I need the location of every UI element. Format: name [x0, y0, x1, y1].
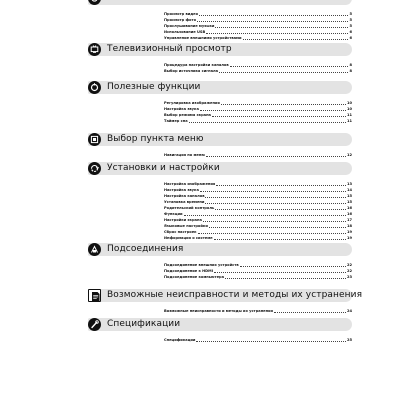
- toc-page-number: 22: [346, 263, 352, 267]
- toc-entry-label: Подсоединение компьютера: [164, 275, 225, 279]
- toc-entry-label: Настройка звука: [164, 107, 199, 111]
- toc-entry-label: Регулировка изображения: [164, 101, 220, 105]
- toc-page-number: 10: [346, 107, 352, 111]
- section-header-bar: [88, 162, 352, 175]
- toc-entry[interactable]: [164, 36, 352, 41]
- toc-section-troubleshooting: [88, 289, 363, 315]
- toc-section-menu-selection: [88, 133, 352, 159]
- section-title: Подсоединения: [107, 244, 184, 254]
- toc-leader-dots: [212, 116, 346, 117]
- toc-page-number: 15: [346, 200, 352, 204]
- toc-entry-label: Настройки экрана: [164, 218, 202, 222]
- toc-entry-label: Установка времени: [164, 200, 205, 204]
- toc-leader-dots: [200, 110, 346, 111]
- toc-leader-dots: [196, 341, 346, 342]
- toc-entry[interactable]: [164, 24, 352, 29]
- toc-page-number: 14: [346, 188, 352, 192]
- toc-leader-dots: [216, 185, 346, 186]
- toc-leader-dots: [199, 15, 348, 16]
- toc-page-number: 23: [346, 275, 352, 279]
- function-icon: [88, 81, 101, 94]
- toc-page-number: 5: [349, 24, 352, 28]
- toc-page-number: 24: [346, 309, 352, 313]
- toc-entry[interactable]: [164, 218, 352, 223]
- toc-leader-dots: [225, 278, 346, 279]
- section-header-bar: [88, 318, 352, 331]
- toc-entry[interactable]: [164, 113, 352, 118]
- toc-entry-label: Подсоединение внешних устройств: [164, 263, 239, 267]
- section-title: Спецификации: [107, 319, 181, 329]
- toc-entry-label: Информация о системе: [164, 236, 213, 240]
- toc-entry-label: Настройка звука: [164, 188, 199, 192]
- toc-leader-dots: [206, 156, 346, 157]
- toc-entry[interactable]: [164, 12, 352, 17]
- toc-entry-label: Выбор источника сигнала: [164, 69, 219, 73]
- toc-leader-dots: [221, 104, 346, 105]
- toc-entry-list: [164, 309, 352, 314]
- toc-entry-label: Родительский контроль: [164, 206, 215, 210]
- toc-entry[interactable]: [164, 188, 352, 193]
- toc-page-number: 17: [346, 218, 352, 222]
- toc-entry-label: Процедура настройки каналов: [164, 63, 229, 67]
- toc-entry-label: Настройка изображения: [164, 182, 216, 186]
- toc-leader-dots: [206, 33, 348, 34]
- toc-entry-label: Использование USB: [164, 30, 206, 34]
- toc-leader-dots: [197, 21, 348, 22]
- toc-entry[interactable]: [164, 224, 352, 229]
- section-title: Выбор пункта меню: [107, 134, 204, 144]
- toc-section-useful-functions: [88, 81, 352, 125]
- toc-entry[interactable]: [164, 119, 352, 124]
- toc-page-number: 5: [349, 12, 352, 16]
- toc-leader-dots: [209, 227, 346, 228]
- toc-page-number: 13: [346, 182, 352, 186]
- toc-entry[interactable]: [164, 101, 352, 106]
- toc-entry[interactable]: [164, 269, 352, 274]
- toc-entry[interactable]: [164, 30, 352, 35]
- toc-section-setup-settings: [88, 162, 352, 242]
- toc-page-number: 5: [349, 18, 352, 22]
- toc-page-number: 25: [346, 338, 352, 342]
- toc-page-number: 8: [349, 63, 352, 67]
- toc-leader-dots: [189, 122, 346, 123]
- section-title: Телевизионный просмотр: [107, 44, 232, 54]
- toc-page-number: 10: [346, 101, 352, 105]
- section-title: Установки и настройки: [107, 163, 220, 173]
- toc-entry[interactable]: [164, 107, 352, 112]
- toc-page-number: 12: [346, 153, 352, 157]
- toc-entry[interactable]: [164, 212, 352, 217]
- toc-page-number: 11: [346, 113, 352, 117]
- toc-section-tv-viewing: [88, 43, 352, 75]
- toc-leader-dots: [240, 266, 346, 267]
- toc-entry[interactable]: [164, 230, 352, 235]
- toc-entry-list: [164, 263, 352, 280]
- document-icon: [88, 289, 101, 302]
- toc-leader-dots: [274, 312, 346, 313]
- toc-leader-dots: [219, 72, 348, 73]
- toc-entry[interactable]: [164, 236, 352, 241]
- toc-entry-label: Функции: [164, 212, 183, 216]
- toc-entry-label: Навигация по меню: [164, 153, 205, 157]
- toc-entry-label: Настройка каналов: [164, 194, 205, 198]
- menu-icon: [88, 133, 101, 146]
- section-header-bar: [88, 133, 352, 146]
- toc-entry-label: Сброс настроек: [164, 230, 197, 234]
- toc-entry-label: Управление внешними устройствами: [164, 36, 242, 40]
- toc-entry[interactable]: [164, 153, 352, 158]
- toc-entry-list: [164, 338, 352, 343]
- toc-entry[interactable]: [164, 338, 352, 343]
- toc-entry[interactable]: [164, 69, 352, 74]
- toc-entry[interactable]: [164, 18, 352, 23]
- toc-leader-dots: [214, 272, 346, 273]
- toc-page-number: 16: [346, 206, 352, 210]
- section-header-bar: [88, 0, 352, 5]
- toc-entry-list: [164, 12, 352, 41]
- toc-page-number: 8: [349, 69, 352, 73]
- settings-icon: [88, 162, 101, 175]
- toc-entry-label: Языковые настройки: [164, 224, 208, 228]
- toc-entry[interactable]: [164, 309, 352, 314]
- toc-entry[interactable]: [164, 194, 352, 199]
- toc-page-number: 19: [346, 230, 352, 234]
- toc-leader-dots: [198, 233, 346, 234]
- toc-leader-dots: [215, 209, 346, 210]
- toc-section-connections: [88, 243, 352, 281]
- toc-entry[interactable]: [164, 275, 352, 280]
- toc-leader-dots: [215, 27, 348, 28]
- toc-leader-dots: [243, 39, 349, 40]
- toc-page-number: 19: [346, 236, 352, 240]
- toc-page-number: 16: [346, 212, 352, 216]
- toc-leader-dots: [214, 239, 346, 240]
- toc-entry-label: Просмотр видео: [164, 12, 199, 16]
- toc-entry[interactable]: [164, 182, 352, 187]
- toc-leader-dots: [205, 203, 346, 204]
- section-title: Полезные функции: [107, 82, 201, 92]
- section-title: Возможные неисправности и методы их устранения: [107, 290, 363, 300]
- toc-entry-label: Прослушивание музыки: [164, 24, 215, 28]
- toc-entry-label: Подсоединение к HDMI: [164, 269, 214, 273]
- toc-page-number: 15: [346, 194, 352, 198]
- plug-icon: [88, 243, 101, 256]
- toc-leader-dots: [200, 191, 346, 192]
- wrench-icon: [88, 318, 101, 331]
- toc-page-number: 18: [346, 224, 352, 228]
- toc-entry[interactable]: [164, 263, 352, 268]
- section-header-bar: [88, 81, 352, 94]
- section-header-bar: [88, 43, 352, 56]
- toc-entry-label: Просмотр фото: [164, 18, 197, 22]
- toc-leader-dots: [184, 215, 346, 216]
- toc-section-continued: [88, 0, 352, 42]
- section-header-bar: [88, 243, 352, 256]
- toc-entry[interactable]: [164, 206, 352, 211]
- toc-page-number: 11: [346, 119, 352, 123]
- toc-section-specifications: [88, 318, 352, 344]
- toc-page-number: 22: [346, 269, 352, 273]
- toc-entry[interactable]: [164, 200, 352, 205]
- toc-leader-dots: [230, 66, 349, 67]
- tv-icon: [88, 43, 101, 56]
- toc-entry-label: Спецификации: [164, 338, 196, 342]
- toc-page-number: 6: [349, 30, 352, 34]
- toc-entry-list: [164, 63, 352, 74]
- toc-entry-list: [164, 153, 352, 158]
- toc-entry[interactable]: [164, 63, 352, 68]
- toc-entry-label: Таймер сна: [164, 119, 188, 123]
- toc-page-number: 6: [349, 36, 352, 40]
- toc-entry-label: Возможные неисправности и методы их устранения: [164, 309, 273, 313]
- toc-leader-dots: [205, 197, 346, 198]
- toc-entry-list: [164, 182, 352, 241]
- section-header-bar: [88, 289, 363, 302]
- disc-icon: [88, 0, 101, 5]
- toc-leader-dots: [203, 221, 346, 222]
- toc-entry-label: Выбор режима экрана: [164, 113, 211, 117]
- toc-entry-list: [164, 101, 352, 124]
